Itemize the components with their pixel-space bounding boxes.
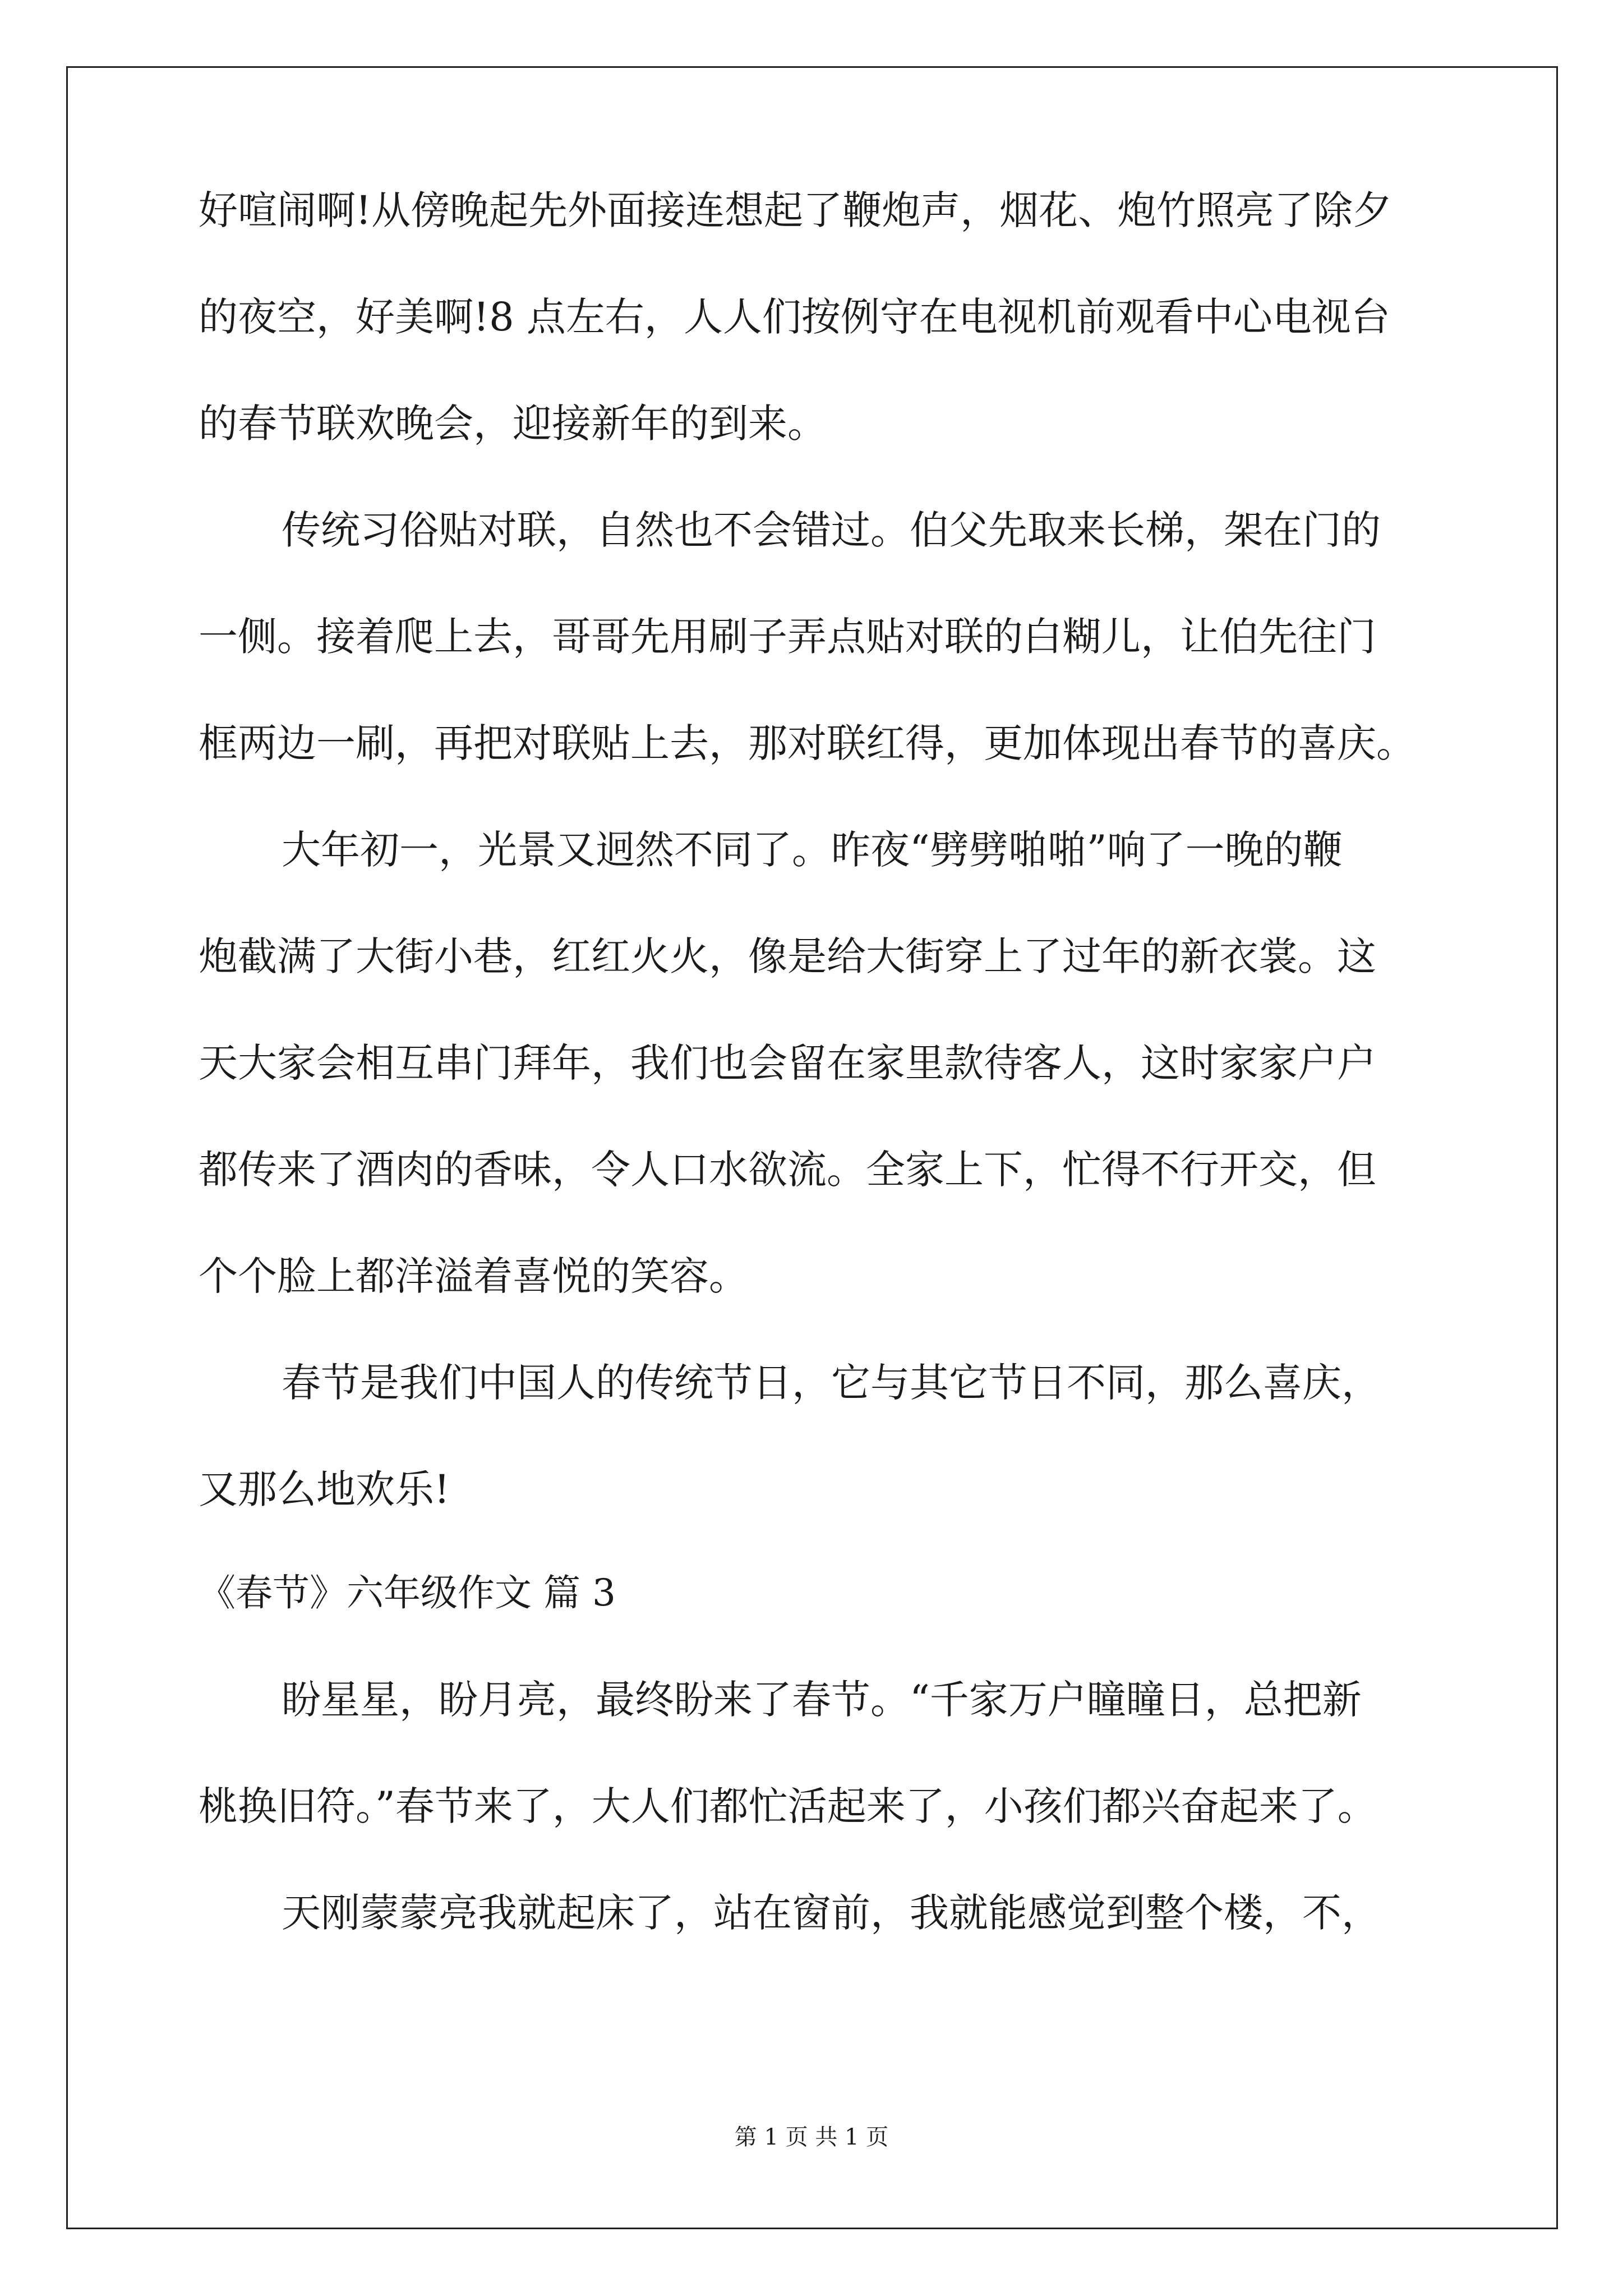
text-line: 天刚蒙蒙亮我就起床了，站在窗前，我就能感觉到整个楼，不， [282, 1890, 1381, 1936]
text-line: 盼星星，盼月亮，最终盼来了春节。“千家万户瞳瞳日，总把新 [282, 1677, 1362, 1723]
text-line: 春节是我们中国人的传统节日，它与其它节日不同，那么喜庆， [282, 1360, 1381, 1406]
text-line: 一侧。接着爬上去，哥哥先用刷子弄点贴对联的白糊儿，让伯先往门 [199, 614, 1376, 660]
text-line: 炮截满了大街小巷，红红火火，像是给大街穿上了过年的新衣裳。这 [199, 933, 1376, 979]
text-line: 个个脸上都洋溢着喜悦的笑容。 [199, 1253, 748, 1299]
text-line: 好喧闹啊!从傍晚起先外面接连想起了鞭炮声，烟花、炮竹照亮了除夕 [199, 187, 1393, 233]
text-line: 桃换旧符。”春节来了，大人们都忙活起来了，小孩们都兴奋起来了。 [199, 1783, 1377, 1829]
text-line: 的春节联欢晚会，迎接新年的到来。 [199, 401, 827, 447]
section-heading: 《春节》六年级作文 篇 3 [199, 1571, 616, 1614]
text-line: 都传来了酒肉的香味，令人口水欲流。全家上下，忙得不行开交，但 [199, 1147, 1376, 1193]
text-line: 框两边一刷，再把对联贴上去，那对联红得，更加体现出春节的喜庆。 [199, 720, 1415, 766]
text-line: 传统习俗贴对联，自然也不会错过。伯父先取来长梯，架在门的 [282, 507, 1381, 553]
text-line: 的夜空，好美啊!8 点左右，人人们按例守在电视机前观看中心电视台 [199, 294, 1390, 340]
page-footer: 第 1 页 共 1 页 [734, 2124, 889, 2150]
text-line: 天大家会相互串门拜年，我们也会留在家里款待客人，这时家家户户 [199, 1040, 1376, 1086]
text-line: 大年初一，光景又迥然不同了。昨夜“劈劈啪啪”响了一晚的鞭 [282, 827, 1343, 873]
text-line: 又那么地欢乐! [199, 1466, 450, 1512]
